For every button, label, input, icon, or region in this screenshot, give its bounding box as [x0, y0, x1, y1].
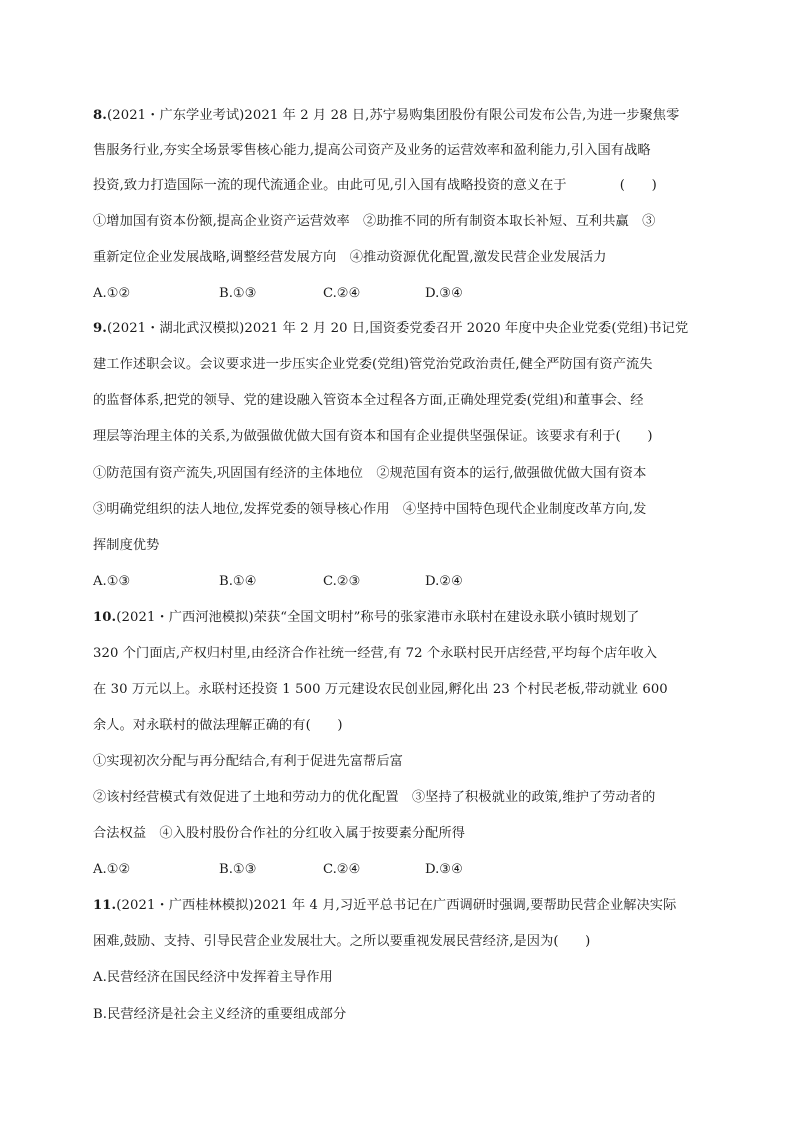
question-10-option-b: B.①③ — [219, 862, 257, 877]
question-9-option-b: B.①④ — [219, 574, 257, 589]
question-10-line-5: ①实现初次分配与再分配结合,有利于促进先富帮后富 — [93, 754, 403, 769]
question-10-line-2: 320 个门面店,产权归村里,由经济合作社统一经营,有 72 个永联村民开店经营,平均每个店年收入 — [93, 646, 658, 661]
question-9-line-5: ①防范国有资产流失,巩固国有经济的主体地位 ②规范国有资本的运行,做强做优做大国有资本 — [93, 466, 647, 481]
question-8-line-2: 售服务行业,夯实全场景零售核心能力,提高公司资产及业务的运营效率和盈利能力,引入国有战略 — [93, 143, 651, 158]
question-10-text-1: (2021・广西河池模拟)荣获“全国文明村”称号的张家港市永联村在建设永联小镇时规划了 — [116, 610, 640, 625]
question-9-line-2: 建工作述职会议。会议要求进一步压实企业党委(党组)管党治党政治责任,健全严防国有资产流失 — [93, 357, 653, 372]
question-9-line-3: 的监督体系,把党的领导、党的建设融入管资本全过程各方面,正确处理党委(党组)和董事会、经 — [93, 393, 644, 408]
question-10-option-d: D.③④ — [425, 862, 463, 877]
question-8-line-5: 重新定位企业发展战略,调整经营发展方向 ④推动资源优化配置,激发民营企业发展活力 — [93, 250, 607, 265]
question-8-option-c: C.②④ — [323, 286, 361, 301]
question-9-option-a: A.①③ — [93, 574, 131, 589]
question-9-number: 9. — [93, 321, 107, 336]
question-10-line-3: 在 30 万元以上。永联村还投资 1 500 万元建设农民创业园,孵化出 23 个村民老板,带动就业 600 — [93, 682, 668, 697]
question-10-line-7: 合法权益 ④入股村股份合作社的分红收入属于按要素分配所得 — [93, 826, 466, 841]
question-10-option-a: A.①② — [93, 862, 131, 877]
question-8-option-d: D.③④ — [425, 286, 463, 301]
question-9-line-6: ③明确党组织的法人地位,发挥党委的领导核心作用 ④坚持中国特色现代企业制度改革方向,发 — [93, 502, 647, 517]
question-8-number: 8. — [93, 108, 107, 123]
question-9-text-1: (2021・湖北武汉模拟)2021 年 2 月 20 日,国资委党委召开 2020 年度中央企业党委(党组)书记党 — [106, 321, 689, 336]
question-9-option-c: C.②③ — [323, 574, 361, 589]
question-9-option-d: D.②④ — [425, 574, 463, 589]
question-8-line-4: ①增加国有资本份额,提高企业资产运营效率 ②助推不同的所有制资本取长补短、互利共赢 ③ — [93, 214, 656, 229]
question-10-line-4: 余人。对永联村的做法理解正确的有( ) — [93, 718, 343, 733]
question-11-text-1: (2021・广西桂林模拟)2021 年 4 月,习近平总书记在广西调研时强调,要帮助民营企业解决实际 — [116, 898, 677, 913]
question-11-line-2: 困难,鼓励、支持、引导民营企业发展壮大。之所以要重视发展民营经济,是因为( ) — [93, 934, 591, 949]
question-8-text-1: (2021・广东学业考试)2021 年 2 月 28 日,苏宁易购集团股份有限公司发布公告,为进一步聚焦零 — [106, 108, 680, 123]
question-10-line-1 — [93, 609, 639, 627]
question-9-line-4: 理层等治理主体的关系,为做强做优做大国有资本和国有企业提供坚强保证。该要求有利于( ) — [93, 429, 653, 444]
question-9-line-1 — [93, 320, 688, 338]
question-11-option-b: B.民营经济是社会主义经济的重要组成部分 — [93, 1007, 347, 1022]
question-10-number: 10. — [93, 610, 117, 625]
question-11-line-1 — [93, 897, 676, 915]
question-8-option-b: B.①③ — [219, 286, 257, 301]
question-10-option-c: C.②④ — [323, 862, 361, 877]
question-9-line-7: 挥制度优势 — [93, 538, 160, 553]
question-8-line-1 — [93, 107, 679, 125]
question-10-line-6: ②该村经营模式有效促进了土地和劳动力的优化配置 ③坚持了积极就业的政策,维护了劳动者的 — [93, 790, 656, 805]
question-11-number: 11. — [93, 898, 117, 913]
question-11-option-a: A.民营经济在国民经济中发挥着主导作用 — [93, 970, 333, 985]
question-8-option-a: A.①② — [93, 286, 131, 301]
question-8-line-3: 投资,致力打造国际一流的现代流通企业。由此可见,引入国有战略投资的意义在于 ( ) — [93, 178, 657, 193]
